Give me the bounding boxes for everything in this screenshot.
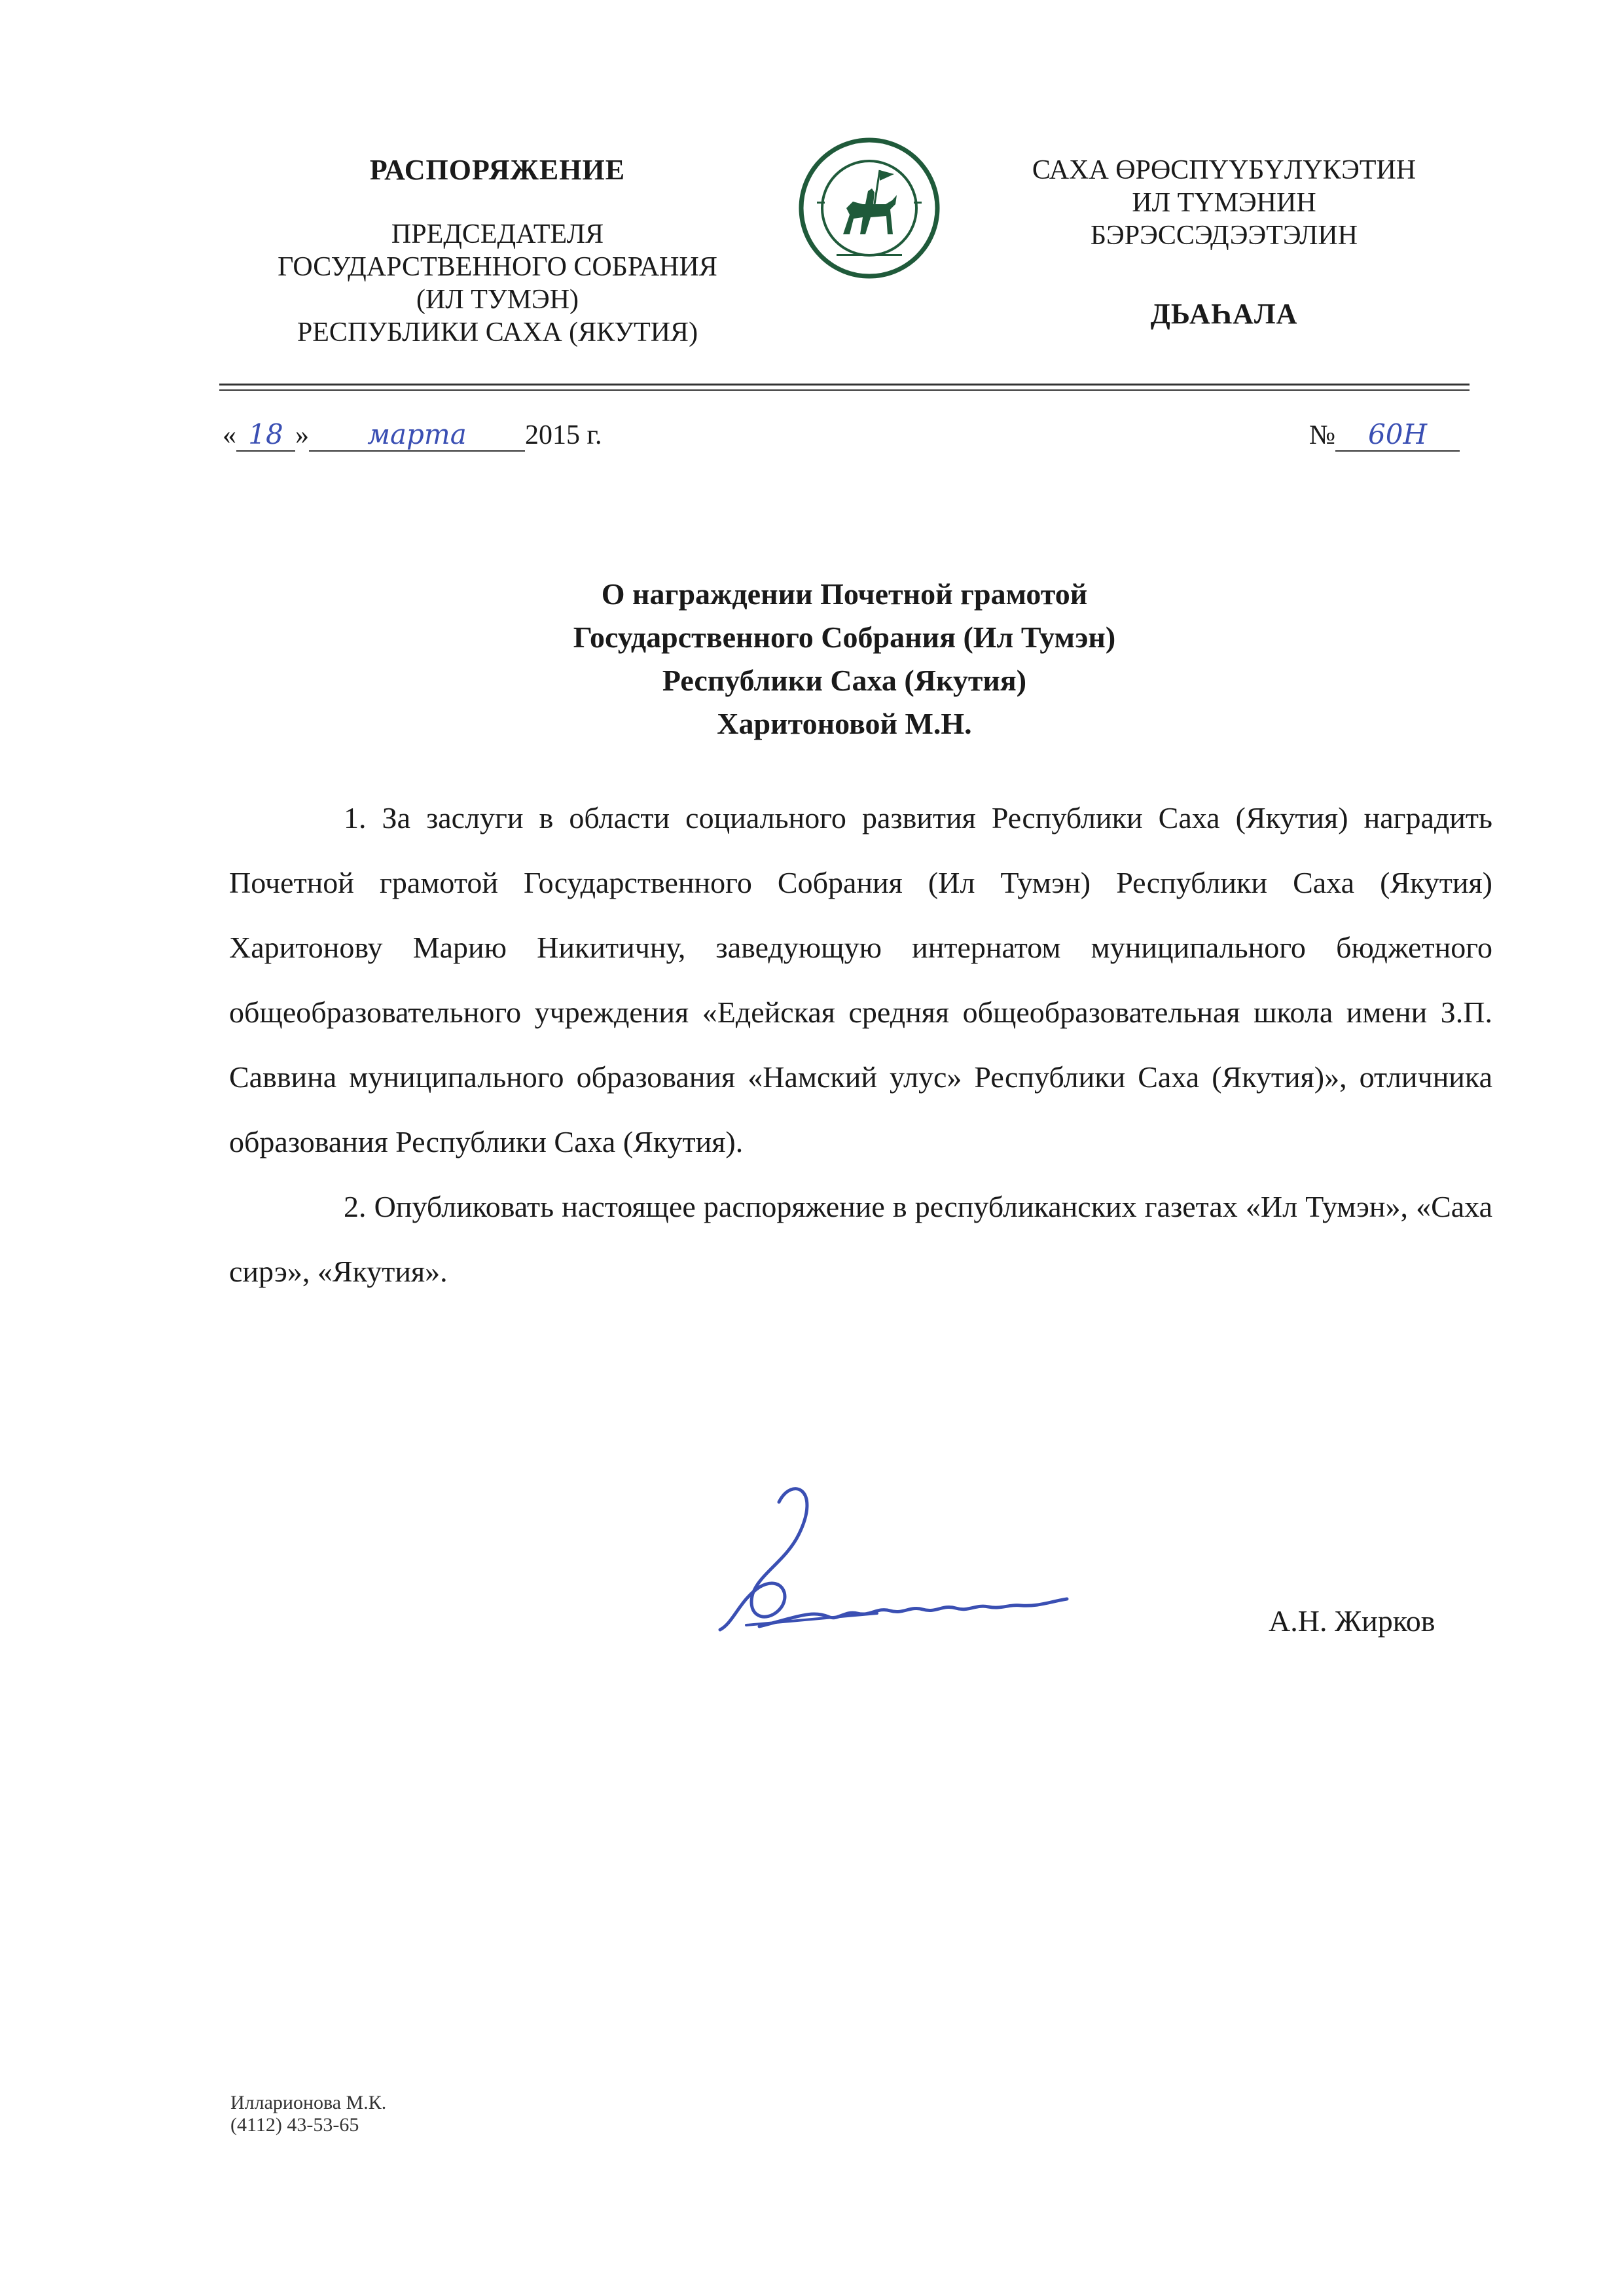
issuer-yakut-line-2: ИЛ ТҮМЭНИН (1132, 188, 1316, 218)
date-open-quote: « (223, 420, 236, 450)
header-left (216, 154, 779, 349)
issuer-yakut-line-3: БЭРЭССЭДЭЭТЭЛИН (1090, 221, 1358, 251)
header-divider-bottom (219, 389, 1470, 391)
header-divider-top (219, 384, 1470, 386)
subject-line-4: Харитоновой М.Н. (717, 707, 972, 740)
document-type-title: РАСПОРЯЖЕНИЕ (369, 154, 626, 186)
date-close-quote: » (295, 420, 309, 450)
signatory-name: А.Н. Жирков (1269, 1604, 1435, 1638)
issuer-line-3: (ИЛ ТУМЭН) (416, 285, 579, 315)
number-prefix: № (1309, 420, 1336, 450)
footer-author: Илларионова М.К. (230, 2092, 387, 2113)
document-type-title-yakut: ДЬАҺАЛА (1150, 298, 1298, 330)
date-year: 2015 г. (525, 420, 602, 450)
handwritten-signature (681, 1476, 1100, 1653)
subject-line-1: О награждении Почетной грамотой (601, 577, 1088, 611)
date-day: 18 (236, 419, 295, 452)
issuer-line-2: ГОСУДАРСТВЕННОГО СОБРАНИЯ (278, 252, 717, 282)
paragraph-1: 1. За заслуги в области социального развития Республики Саха (Якутия) наградить Почетной грамотой Государственного Собрания (Ил Тумэн) Республики Саха (Якутия) Харитонову Марию Никитичну, заведующую интернатом муниципального бюджетного общеобразовательного учреждения «Едейская средняя общеобразовательная школа имени З.П. Саввина муниципального образования «Намский улус» Республики Саха (Якутия)», отличника образования Республики Саха (Якутия). (229, 801, 1492, 1158)
header-right (962, 154, 1486, 331)
issuer-line-1: ПРЕДСЕДАТЕЛЯ (391, 219, 604, 249)
footer-phone: (4112) 43-53-65 (230, 2114, 359, 2136)
issuer-yakut-line-1: САХА ӨРӨСПҮҮБҮЛҮКЭТИН (1032, 155, 1416, 185)
date-line (223, 419, 602, 452)
paragraph-2: 2. Опубликовать настоящее распоряжение в республиканских газетах «Ил Тумэн», «Саха сирэ», «Якутия». (229, 1190, 1492, 1288)
subject-line-2: Государственного Собрания (Ил Тумэн) (573, 620, 1116, 654)
issuer-line-4: РЕСПУБЛИКИ САХА (ЯКУТИЯ) (297, 317, 698, 348)
document-number (1309, 419, 1460, 452)
subject-line-3: Республики Саха (Якутия) (662, 664, 1027, 697)
coat-of-arms-icon (797, 136, 941, 280)
footer-contact (230, 2092, 386, 2136)
date-month: марта (309, 419, 525, 452)
document-body (229, 785, 1492, 1304)
number-value: 60Н (1335, 419, 1460, 452)
document-subject (216, 573, 1473, 745)
